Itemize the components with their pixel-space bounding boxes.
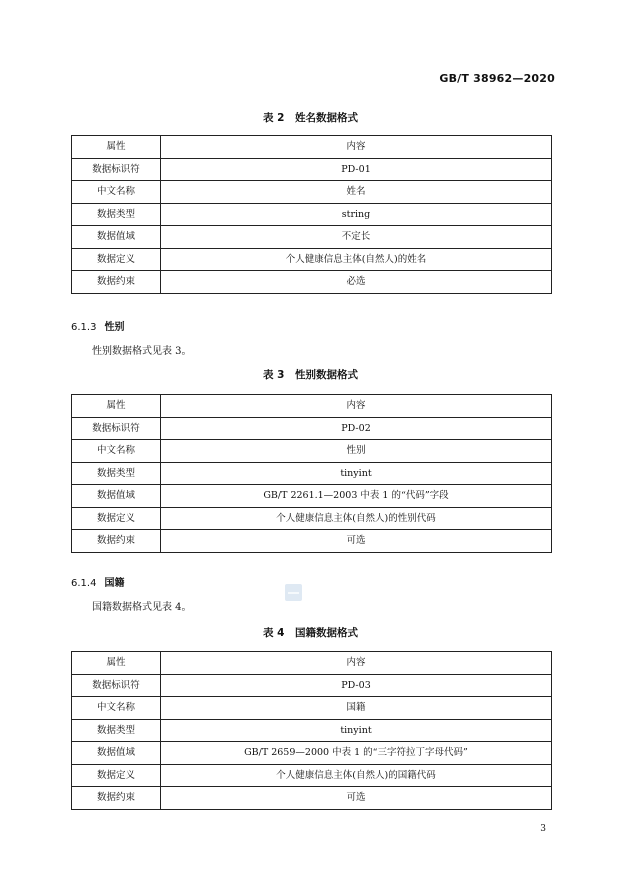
value-cell: string	[161, 203, 552, 226]
value-cell: 个人健康信息主体(自然人)的性别代码	[161, 507, 552, 530]
attribute-cell: 数据类型	[72, 203, 161, 226]
attribute-cell: 数据标识符	[72, 417, 161, 440]
value-cell: tinyint	[161, 462, 552, 485]
table-row	[72, 764, 552, 787]
attribute-cell: 数据类型	[72, 462, 161, 485]
table-row	[72, 417, 552, 440]
section-title: 性别	[104, 322, 125, 333]
header-cell: 内容	[161, 136, 552, 159]
attribute-cell: 数据标识符	[72, 674, 161, 697]
section-number: 6.1.4	[71, 578, 97, 589]
value-cell: 不定长	[161, 226, 552, 249]
value-cell: PD-03	[161, 674, 552, 697]
value-cell: 个人健康信息主体(自然人)的国籍代码	[161, 764, 552, 787]
value-cell: 个人健康信息主体(自然人)的姓名	[161, 248, 552, 271]
table-row	[72, 440, 552, 463]
value-cell: 国籍	[161, 697, 552, 720]
paragraph: 国籍数据格式见表 4。	[92, 602, 192, 613]
value-cell: 性别	[161, 440, 552, 463]
table-row	[72, 158, 552, 181]
attribute-cell: 中文名称	[72, 181, 161, 204]
watermark-logo	[285, 584, 302, 601]
value-cell: PD-02	[161, 417, 552, 440]
value-cell: GB/T 2261.1—2003 中表 1 的“代码”字段	[161, 485, 552, 508]
paragraph: 性别数据格式见表 3。	[92, 346, 192, 357]
attribute-cell: 数据定义	[72, 764, 161, 787]
table-row	[72, 719, 552, 742]
value-cell: GB/T 2659—2000 中表 1 的“三字符拉丁字母代码”	[161, 742, 552, 765]
attribute-cell: 数据类型	[72, 719, 161, 742]
table-row	[72, 530, 552, 553]
attribute-cell: 数据值域	[72, 485, 161, 508]
standard-code: GB/T 38962—2020	[439, 72, 555, 85]
table-3-caption: 表 3 性别数据格式	[263, 369, 358, 381]
section-heading	[71, 318, 124, 333]
value-cell: tinyint	[161, 719, 552, 742]
attribute-cell: 数据约束	[72, 530, 161, 553]
table-2-caption: 表 2 姓名数据格式	[263, 112, 358, 124]
section-title: 国籍	[104, 578, 125, 589]
value-cell: 姓名	[161, 181, 552, 204]
section-number: 6.1.3	[71, 322, 97, 333]
section-heading	[71, 574, 124, 589]
table-row	[72, 226, 552, 249]
header-cell: 内容	[161, 395, 552, 418]
page-number: 3	[540, 824, 546, 834]
attribute-cell: 数据定义	[72, 507, 161, 530]
table-row	[72, 248, 552, 271]
attribute-cell: 数据约束	[72, 271, 161, 294]
table-2	[71, 135, 552, 294]
table-row	[72, 271, 552, 294]
attribute-cell: 数据约束	[72, 787, 161, 810]
value-cell: 可选	[161, 530, 552, 553]
table-row	[72, 507, 552, 530]
attribute-cell: 中文名称	[72, 697, 161, 720]
attribute-cell: 数据定义	[72, 248, 161, 271]
attribute-cell: 数据值域	[72, 742, 161, 765]
header-cell: 属性	[72, 652, 161, 675]
table-4	[71, 651, 552, 810]
table-3	[71, 394, 552, 553]
table-row	[72, 674, 552, 697]
table-4-caption: 表 4 国籍数据格式	[263, 627, 358, 639]
value-cell: 必选	[161, 271, 552, 294]
table-row	[72, 697, 552, 720]
table-header-row	[72, 652, 552, 675]
table-row	[72, 181, 552, 204]
table-header-row	[72, 395, 552, 418]
attribute-cell: 中文名称	[72, 440, 161, 463]
table-header-row	[72, 136, 552, 159]
attribute-cell: 数据值域	[72, 226, 161, 249]
header-cell: 内容	[161, 652, 552, 675]
table-row	[72, 742, 552, 765]
header-cell: 属性	[72, 395, 161, 418]
attribute-cell: 数据标识符	[72, 158, 161, 181]
table-row	[72, 462, 552, 485]
table-row	[72, 787, 552, 810]
table-row	[72, 485, 552, 508]
value-cell: 可选	[161, 787, 552, 810]
table-row	[72, 203, 552, 226]
value-cell: PD-01	[161, 158, 552, 181]
header-cell: 属性	[72, 136, 161, 159]
